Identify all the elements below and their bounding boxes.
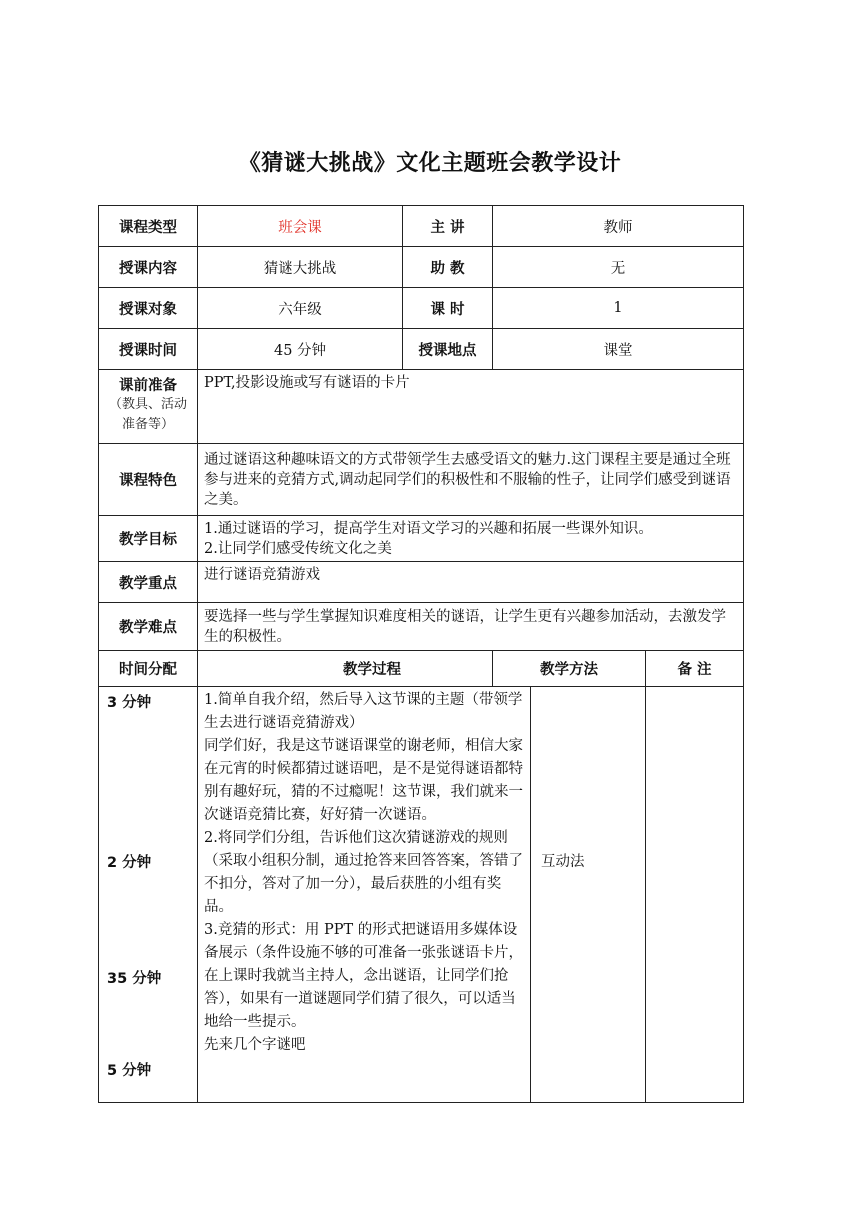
lesson-plan-table xyxy=(98,205,744,1103)
method-value: 互动法 xyxy=(541,854,585,870)
table-row xyxy=(99,247,744,288)
hours-value: 1 xyxy=(493,288,744,329)
table-row xyxy=(99,329,744,370)
time-item: 2 分钟 xyxy=(107,855,152,871)
difficulty-label: 教学难点 xyxy=(99,603,198,651)
goals-value xyxy=(198,516,744,562)
prep-label-cell xyxy=(99,370,198,444)
assistant-value: 无 xyxy=(493,247,744,288)
target-value: 六年级 xyxy=(198,288,403,329)
hours-label: 课 时 xyxy=(403,288,493,329)
assistant-label: 助 教 xyxy=(403,247,493,288)
lecturer-label: 主 讲 xyxy=(403,206,493,247)
note-cell xyxy=(646,687,744,1103)
prep-sublabel: （教具、活动准备等） xyxy=(108,397,187,432)
table-row xyxy=(99,206,744,247)
table-row xyxy=(99,651,744,687)
place-value: 课堂 xyxy=(493,329,744,370)
table-row xyxy=(99,370,744,444)
process-step: 3.竞猜的形式：用 PPT 的形式把谜语用多媒体设备展示（条件设施不够的可准备一张张谜语卡片，在上课时我就当主持人，念出谜语，让同学们抢答），如果有一道谜题同学们猜了很久，可以适当地给一些提示。 xyxy=(204,922,523,1030)
header-process: 教学过程 xyxy=(198,651,493,687)
goal-line: 1.通过谜语的学习，提高学生对语文学习的兴趣和拓展一些课外知识。 xyxy=(204,520,653,537)
lecturer-value: 教师 xyxy=(493,206,744,247)
focus-value: 进行谜语竞猜游戏 xyxy=(198,562,744,603)
time-allocation-cell xyxy=(99,687,198,1103)
course-type-value: 班会课 xyxy=(198,206,403,247)
document-title: 《猜谜大挑战》文化主题班会教学设计 xyxy=(238,151,622,176)
process-step: 先来几个字谜吧 xyxy=(204,1037,306,1053)
process-step: 2.将同学们分组，告诉他们这次猜谜游戏的规则（采取小组积分制，通过抢答来回答答案，答错了不扣分，答对了加一分），最后获胜的小组有奖品。 xyxy=(204,830,523,915)
prep-label: 课前准备 xyxy=(119,378,177,394)
features-label: 课程特色 xyxy=(99,444,198,516)
place-label: 授课地点 xyxy=(403,329,493,370)
teaching-process-cell xyxy=(198,687,531,1103)
time-item: 3 分钟 xyxy=(107,695,152,711)
table-row xyxy=(99,444,744,516)
target-label: 授课对象 xyxy=(99,288,198,329)
difficulty-value: 要选择一些与学生掌握知识难度相关的谜语，让学生更有兴趣参加活动，去激发学生的积极性。 xyxy=(198,603,744,651)
header-time: 时间分配 xyxy=(99,651,198,687)
header-note: 备 注 xyxy=(646,651,744,687)
header-method: 教学方法 xyxy=(493,651,646,687)
time-value: 45 分钟 xyxy=(198,329,403,370)
features-value: 通过谜语这种趣味语文的方式带领学生去感受语文的魅力.这门课程主要是通过全班参与进来的竞猜方式,调动起同学们的积极性和不服输的性子，让同学们感受到谜语之美。 xyxy=(198,444,744,516)
goal-line: 2.让同学们感受传统文化之美 xyxy=(204,540,392,557)
table-row xyxy=(99,562,744,603)
table-row xyxy=(99,687,744,1103)
content-label: 授课内容 xyxy=(99,247,198,288)
process-step: 1.简单自我介绍，然后导入这节课的主题（带领学生去进行谜语竞猜游戏） xyxy=(204,692,523,731)
teaching-method-cell xyxy=(531,687,646,1103)
time-item: 5 分钟 xyxy=(107,1063,152,1079)
table-row xyxy=(99,603,744,651)
focus-label: 教学重点 xyxy=(99,562,198,603)
process-step: 同学们好，我是这节谜语课堂的谢老师，相信大家在元宵的时候都猜过谜语吧，是不是觉得谜语都特别有趣好玩，猜的不过瘾呢！这节课，我们就来一次谜语竞猜比赛，好好猜一次谜语。 xyxy=(204,738,523,823)
prep-value: PPT,投影设施或写有谜语的卡片 xyxy=(198,370,744,444)
goals-label: 教学目标 xyxy=(99,516,198,562)
content-value: 猜谜大挑战 xyxy=(198,247,403,288)
time-label: 授课时间 xyxy=(99,329,198,370)
time-item: 35 分钟 xyxy=(107,971,162,987)
course-type-label: 课程类型 xyxy=(99,206,198,247)
table-row xyxy=(99,288,744,329)
table-row xyxy=(99,516,744,562)
